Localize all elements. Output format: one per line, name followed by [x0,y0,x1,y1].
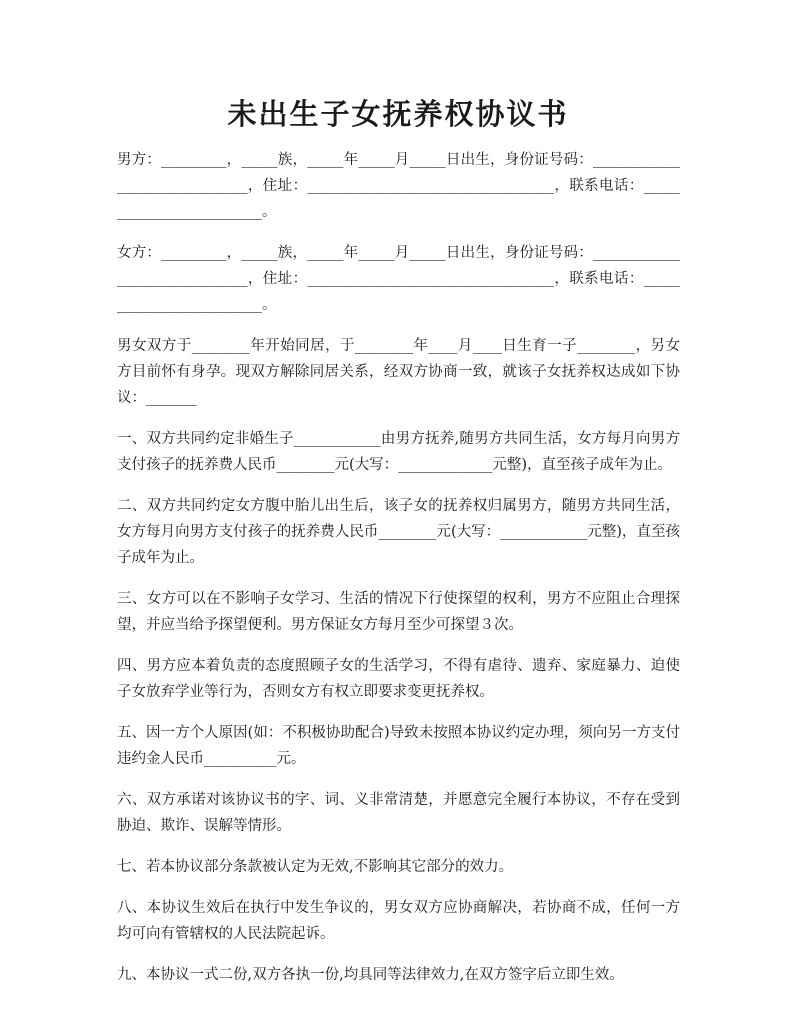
clause-7: 七、若本协议部分条款被认定为无效,不影响其它部分的效力。 [117,859,514,875]
preamble-paragraph: 男女双方于________年开始同居，于________年____月____日生育一子________，另女方目前怀有身孕。现双方解除同居关系，经双方协商一致，就该子女抚养权达成如下协议：_______ [117,338,680,406]
clause-3: 三、女方可以在不影响子女学习、生活的情况下行使探望的权利，男方不应阻止合理探望，并应当给予探望便利。男方保证女方每月至少可探望３次。 [117,591,680,633]
document-body [117,147,680,1003]
clause-2: 二、双方共同约定女方腹中胎儿出生后，该子女的抚养权归属男方，随男方共同生活，女方每月向男方支付孩子的抚养费人民币________元(大写：____________元整)，直至孩子成年为止。 [117,498,680,566]
clause-6: 六、双方承诺对该协议书的字、词、义非常清楚，并愿意完全履行本协议，不存在受到胁迫、欺诈、误解等情形。 [117,792,680,834]
female-party-info: 女方：_________，_____族，_____年_____月_____日出生，身份证号码：______________________________，住址：__________________________________，联系电话：_________________________。 [117,245,680,313]
clause-4: 四、男方应本着负责的态度照顾子女的生活学习，不得有虐待、遗弃、家庭暴力、迫使子女放弃学业等行为，否则女方有权立即要求变更抚养权。 [117,658,680,700]
clause-1: 一、双方共同约定非婚生子____________由男方抚养,随男方共同生活，女方每月向男方支付孩子的抚养费人民币________元(大写：_____________元整)，直至孩子成年为止。 [117,431,680,473]
clause-5: 五、因一方个人原因(如：不积极协助配合)导致未按照本协议约定办理，须向另一方支付违约金人民币__________元。 [117,725,680,767]
male-party-info: 男方：_________，_____族，_____年_____月_____日出生，身份证号码：______________________________，住址：__________________________________，联系电话：_________________________。 [117,152,680,220]
clause-9: 九、本协议一式二份,双方各执一份,均具同等法律效力,在双方签字后立即生效。 [117,967,624,983]
clause-8: 八、本协议生效后在执行中发生争议的，男女双方应协商解决，若协商不成，任何一方均可向有管辖权的人民法院起诉。 [117,900,680,942]
document-title: 未出生子女抚养权协议书 [227,97,569,131]
